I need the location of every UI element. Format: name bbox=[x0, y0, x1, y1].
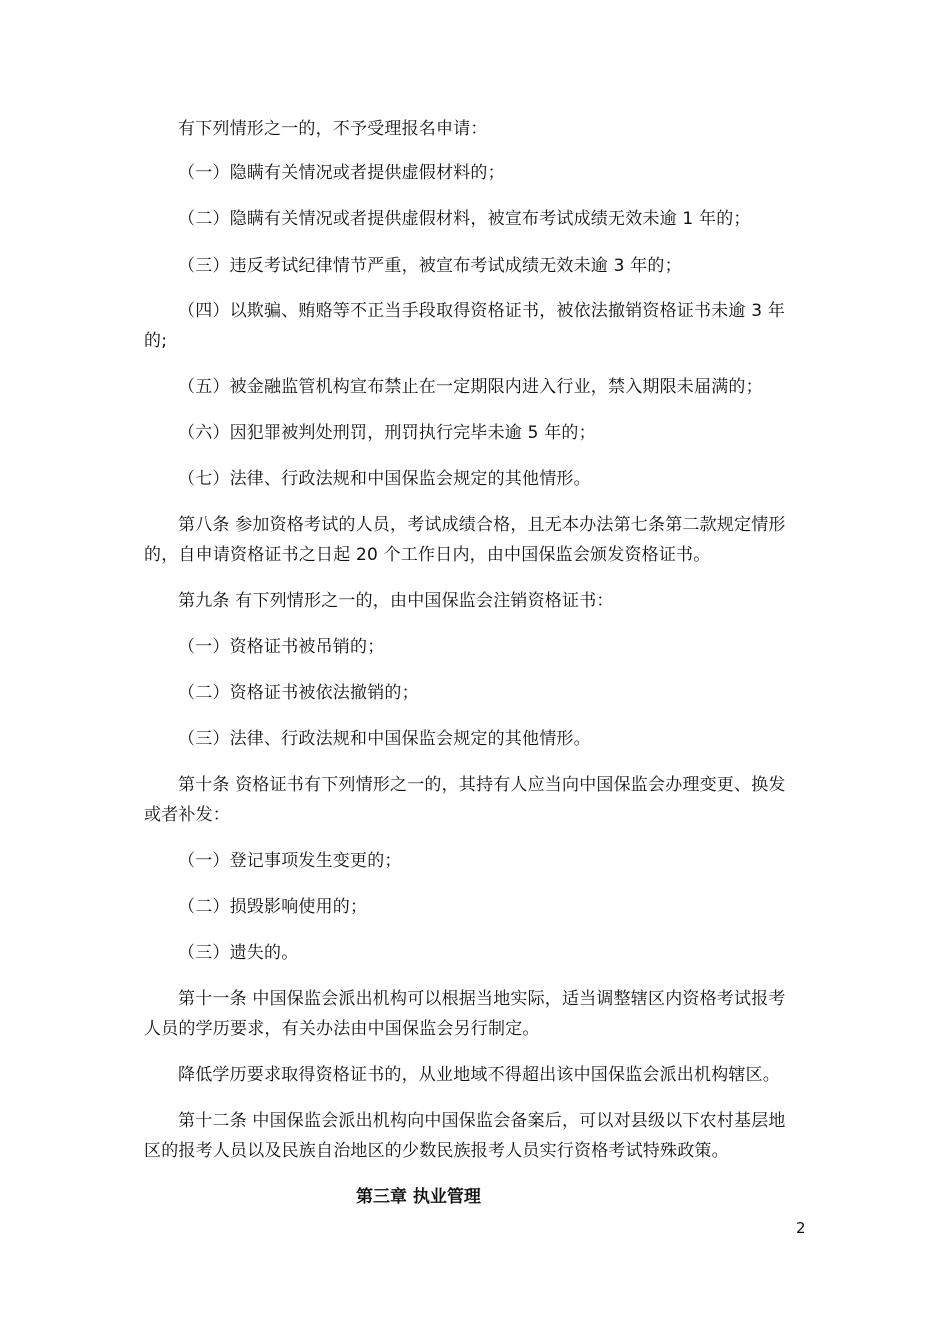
article-10-continuation: 或者补发： bbox=[144, 805, 230, 825]
list-item: （六）因犯罪被判处刑罚，刑罚执行完毕未逾 5 年的； bbox=[178, 423, 596, 443]
article-11-continuation: 人员的学历要求，有关办法由中国保监会另行制定。 bbox=[144, 1019, 540, 1039]
list-item: （五）被金融监管机构宣布禁止在一定期限内进入行业，禁入期限未届满的； bbox=[178, 377, 763, 397]
article-11: 第十一条 中国保监会派出机构可以根据当地实际，适当调整辖区内资格考试报考 bbox=[178, 989, 786, 1009]
list-item: （一）资格证书被吊销的； bbox=[178, 637, 385, 657]
article-8-continuation: 的，自申请资格证书之日起 20 个工作日内，由中国保监会颁发资格证书。 bbox=[144, 545, 711, 565]
paragraph: 降低学历要求取得资格证书的，从业地域不得超出该中国保监会派出机构辖区。 bbox=[178, 1065, 780, 1085]
article-8: 第八条 参加资格考试的人员，考试成绩合格，且无本办法第七条第二款规定情形 bbox=[178, 515, 786, 535]
article-12-continuation: 区的报考人员以及民族自治地区的少数民族报考人员实行资格考试特殊政策。 bbox=[144, 1141, 729, 1161]
paragraph-intro: 有下列情形之一的，不予受理报名申请： bbox=[178, 119, 488, 139]
article-10: 第十条 资格证书有下列情形之一的，其持有人应当向中国保监会办理变更、换发 bbox=[178, 775, 786, 795]
list-item: （七）法律、行政法规和中国保监会规定的其他情形。 bbox=[178, 469, 591, 489]
article-12: 第十二条 中国保监会派出机构向中国保监会备案后，可以对县级以下农村基层地 bbox=[178, 1111, 786, 1131]
list-item: （一）登记事项发生变更的； bbox=[178, 851, 402, 871]
list-item: （二）损毁影响使用的； bbox=[178, 897, 368, 917]
list-item: （二）隐瞒有关情况或者提供虚假材料，被宣布考试成绩无效未逾 1 年的； bbox=[178, 209, 751, 229]
list-item: （四）以欺骗、贿赂等不正当手段取得资格证书，被依法撤销资格证书未逾 3 年 bbox=[178, 301, 786, 321]
list-item: （二）资格证书被依法撤销的； bbox=[178, 683, 419, 703]
list-item-continuation: 的; bbox=[144, 331, 168, 351]
chapter-heading: 第三章 执业管理 bbox=[356, 1187, 481, 1207]
list-item: （三）违反考试纪律情节严重，被宣布考试成绩无效未逾 3 年的； bbox=[178, 256, 682, 276]
list-item: （三）遗失的。 bbox=[178, 943, 299, 963]
article-9: 第九条 有下列情形之一的，由中国保监会注销资格证书： bbox=[178, 591, 614, 611]
page-number: 2 bbox=[796, 1219, 806, 1237]
list-item: （三）法律、行政法规和中国保监会规定的其他情形。 bbox=[178, 729, 591, 749]
list-item: （一）隐瞒有关情况或者提供虚假材料的； bbox=[178, 163, 505, 183]
